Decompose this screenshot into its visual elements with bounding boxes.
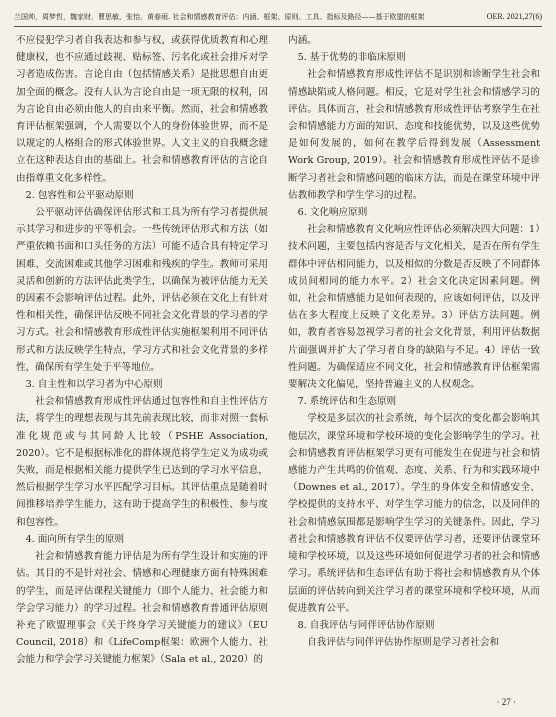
section-heading: 5. 基于优势的非临床原则 bbox=[297, 52, 406, 64]
paragraph: 社会和情感教育能力评估是为所有学生设计和实施的评估。其目的不是针对社会、情感和心理健康方面有特殊困难的学生，而是评估课程关键能力（即个人能力、社会能力和学会学习能力）的学习过程。社会和情感教育普通评估原则补充了欧盟理事会《关于终身学习关键能力的建议》（EU Council, 2018）和《LifeComp框架：欧洲个人能力、社会能力和学会学习关键能力框架》（Sala et al., 2020）的 bbox=[16, 551, 268, 666]
header-journal: OER. 2021,27(6) bbox=[486, 12, 542, 21]
section-heading: 2. 包容性和公平驱动原则 bbox=[25, 189, 134, 201]
right-column bbox=[288, 32, 540, 684]
section-heading: 3. 自主性和以学习者为中心原则 bbox=[25, 379, 163, 391]
paragraph: 社会和情感教育形成性评估通过包容性和自主性评估方法，将学生的理想表现与其先前表现比较，而非对照一套标准化规范或与其同龄人比较（PSHE Association, 2020）。它不是根据标准化的群体规范将学生定义为成功或失败，而是根据相关能力提供学生已达到的学习水平信息，然后根据学生学习水平匹配学习目标。其评估重点是随着时间推移培养学生能力，这有助于提高学生的积极性、参与度和包容性。 bbox=[16, 396, 268, 528]
section-heading: 6. 文化响应原则 bbox=[297, 207, 368, 219]
paragraph: 公平驱动评估确保评估形式和工具为所有学习者提供展示其学习和进步的平等机会。一些传统评估形式和方法（如严重依赖书面和口头任务的方法）可能不适合具有特定学习困难、交流困难或其他学习困难和残疾的学生。教师可采用灵活和创新的方法评估此类学生，以确保为被评估能力无关的因素不会影响评估过程。此外，评估必须在文化上有针对性和相关性，确保评估反映不同社会文化背景的学习者的学习方式。社会和情感教育形成性评估实施框架利用不同评估形式和方法反映学生特点，学习方式和社会文化背景的多样性，确保所有学生处于平等地位。 bbox=[16, 207, 268, 373]
paragraph: 自我评估与同伴评估协作原则是学习者社会和 bbox=[307, 637, 500, 649]
header-authors-title: 兰国帅，周梦哲，魏家财，曹思敏，张怡，黄春雨. 社会和情感教育评估：内涵、框架、原则、工具、指标及路径——基于欧盟的框架 bbox=[14, 13, 425, 21]
section-heading: 4. 面向所有学生的原则 bbox=[25, 533, 125, 545]
section-heading: 7. 系统评估和生态原则 bbox=[297, 396, 397, 408]
paragraph: 社会和情感教育形成性评估不是识别和诊断学生社会和情感缺陷或人格问题。相反，它是对学生社会和情感学习的评估。具体而言，社会和情感教育形成性评估考察学生在社会和情感能力方面的知识、态度和技能优势，以及这些优势是如何发展的，如何在教学后得到发展（Assessment Work Group, 2019）。社会和情感教育形成性评估不是诊断学习者社会和情感问题的临床方法，而是在课堂环境中评估教师教学和学生学习的过程。 bbox=[288, 69, 540, 201]
page-number: · 27 · bbox=[496, 697, 516, 707]
paragraph: 不应侵犯学习者自我表达和参与权，或获得优质教育和心理健康权，也不应通过歧视、贴标签、污名化或社会排斥对学习者造成伤害。言论自由（包括情感关系）是批思想自由更加全面的概念。没有人认为言论自由是一项无限的权利，因为言论自由必须由他人的自由来平衡。然而，社会和情感教育评估框架强调，个人需要以个人的身份体验世界，而不是以规定的人格组合的形式体验世界。人文主义的自我概念建立在这种表达自由的基础上。社会和情感教育评估的言论自由指尊重文化多样性。 bbox=[16, 35, 268, 184]
left-column bbox=[16, 32, 268, 684]
section-heading: 8. 自我评估与同伴评估协作原则 bbox=[297, 619, 435, 631]
running-header bbox=[14, 8, 542, 27]
paragraph: 社会和情感教育文化响应性评估必须解决四大问题：1）技术问题，主要包括内容是否与文化相关，是否在所有学生群体中评估相同能力，以及相似的分数是否反映了不同群体成员间相同的能力水平。2）社会文化决定因素问题。例如，社会和情感能力是如何表现的，应该如何评估，以及评估在多大程度上反映了文化差异。3）评估方法问题。例如，教育者容易忽视学习者的社会文化背景，利用评估数据片面强调并扩大了学习者自身的缺陷与不足。4）评估一致性问题。为确保适应不同文化，社会和情感教育评估框架需要解决文化偏见，坚持普遍主义的人权观念。 bbox=[288, 224, 540, 391]
paragraph: 内涵。 bbox=[288, 35, 317, 46]
paragraph: 学校是多层次的社会系统，每个层次的变化都会影响其他层次，课堂环境和学校环境的变化会影响学生的学习。社会和情感教育评估框架学习更有可能发生在促进与社会和情感能力产生共鸣的价值观、态度、关系、行为和实践环境中（Downes et al., 2017）。学生的身体安全和情感安全、学校提供的支持水平、对学生学习能力的信念，以及同伴的社会和情感氛围都是影响学生学习的关键条件。因此，学习者社会和情感教育评估不仅要评估学习者，还要评估课堂环境和学校环境，以及这些环境如何促进学习者的社会和情感学习。系统评估和生态评估有助于将社会和情感教育从个体层面的评估转向到关注学习者的课堂环境和学校环境，从而促进教育公平。 bbox=[288, 413, 540, 614]
